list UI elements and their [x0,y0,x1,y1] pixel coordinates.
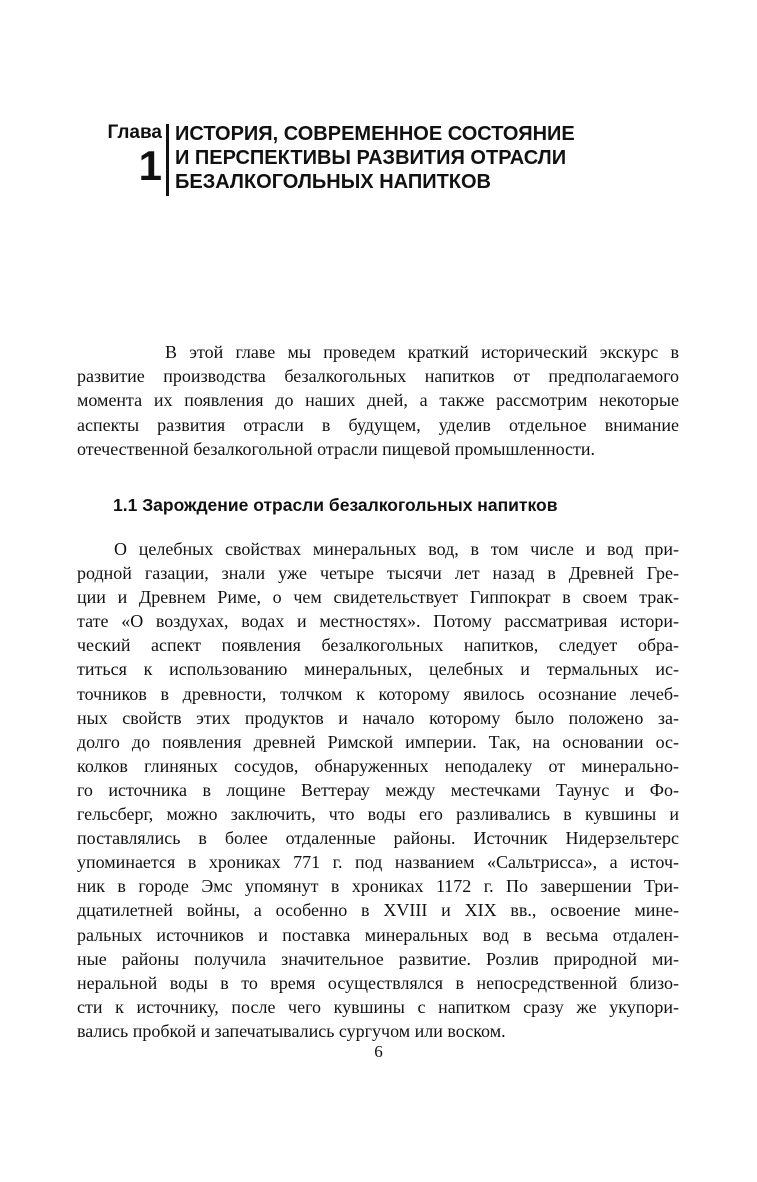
body-line: вались пробкой и запечатывались сургучом или воском. [77,1020,506,1041]
body-line: ральных источников и поставка минеральных вод в весьма отдален- [77,924,679,945]
chapter-title-line: ИСТОРИЯ, СОВРЕМЕННОЕ СОСТОЯНИЕ [175,123,575,145]
chapter-title-line: БЕЗАЛКОГОЛЬНЫХ НАПИТКОВ [175,171,491,193]
section-heading: 1.1 Зарождение отрасли безалкогольных напитков [113,495,558,515]
intro-line: развитие производства безалкогольных напитков от предполагаемого [77,366,679,387]
chapter-header [96,122,575,196]
body-line: сти к источнику, после чего кувшины с напитком сразу же укупори- [77,996,679,1017]
chapter-label-block [96,122,166,189]
intro-line: В этой главе мы проведем краткий исторический экскурс в [165,342,679,362]
body-line: ных свойств этих продуктов и начало которому было положено за- [77,707,679,728]
body-line: родной газации, знали уже четыре тысячи лет назад в Древней Гре- [77,563,679,584]
intro-paragraph [77,340,679,461]
body-line: колков глиняных сосудов, обнаруженных неподалеку от минерально- [77,755,679,776]
body-line: ник в городе Эмс упомянут в хрониках 1172 г. По завершении Три- [77,876,679,897]
body-line: неральной воды в то время осуществлялся в непосредственной близо- [77,972,679,993]
chapter-number: 1 [138,142,162,189]
body-line: ции и Древнем Риме, о чем свидетельствует Гиппократ в своем трак- [77,587,679,608]
body-line: точников в древности, толчком к которому явилось осознание лечеб- [77,683,679,704]
body-paragraph [77,537,679,1043]
body-line: поставлялись в более отдаленные районы. Источник Нидерзельтерс [77,828,679,849]
chapter-word: Глава [107,122,162,143]
body-line: титься к использованию минеральных, целебных и термальных ис- [77,659,679,680]
intro-line: отечественной безалкогольной отрасли пищевой промышленности. [77,438,596,459]
body-line: ческий аспект появления безалкогольных напитков, следует обра- [77,635,679,656]
body-line: О целебных свойствах минеральных вод, в том числе и вод при- [114,539,679,559]
chapter-title [169,122,575,194]
chapter-title-line: И ПЕРСПЕКТИВЫ РАЗВИТИЯ ОТРАСЛИ [175,147,567,169]
body-line: го источника в лощине Веттерау между местечками Таунус и Фо- [77,779,679,800]
body-line: дцатилетней войны, а особенно в XVIII и XIX вв., освоение мине- [77,900,679,921]
intro-line: момента их появления до наших дней, а также рассмотрим некоторые [77,390,679,411]
body-line: тате «О воздухах, водах и местностях». Потому рассматривая истори- [77,611,679,632]
body-line: гельсберг, можно заключить, что воды его разливались в кувшины и [77,804,679,825]
page-number: 6 [374,1042,383,1061]
intro-line: аспекты развития отрасли в будущем, уделив отдельное внимание [77,414,679,435]
body-line: долго до появления древней Римской империи. Так, на основании ос- [77,731,679,752]
body-line: упоминается в хрониках 771 г. под названием «Сальтрисса», а источ- [77,852,679,873]
body-line: ные районы получила значительное развитие. Розлив природной ми- [77,948,679,969]
